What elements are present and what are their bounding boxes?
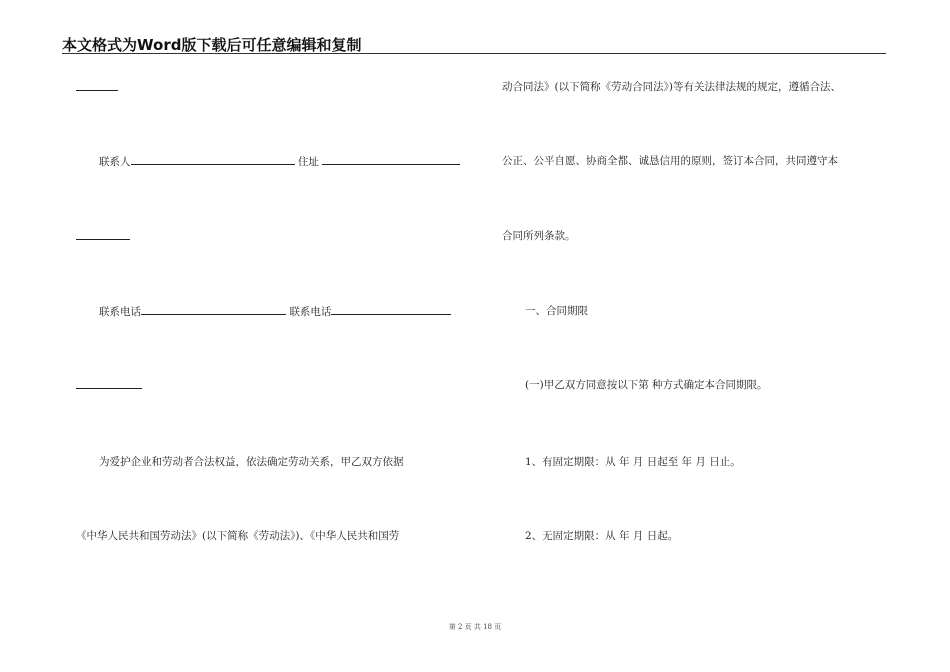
blank-line-1 bbox=[76, 80, 118, 95]
phone-row bbox=[99, 304, 451, 319]
blank-line-3 bbox=[76, 378, 142, 393]
phone-label-1: 联系电话 bbox=[99, 306, 141, 318]
page-number-footer: 第 2 页 共 18 页 bbox=[448, 623, 502, 631]
contact-person-field bbox=[131, 154, 295, 165]
clause-fixed-term: 1、有固定期限：从 年 月 日起至 年 月 日止。 bbox=[525, 456, 741, 468]
header-divider bbox=[62, 53, 886, 54]
phone-field-2 bbox=[331, 304, 451, 315]
blank-line-2 bbox=[76, 229, 130, 244]
phone-field-1 bbox=[141, 304, 286, 315]
document-header-title: 本文格式为Word版下载后可任意编辑和复制 bbox=[62, 36, 362, 54]
right-line-3: 合同所列条款。 bbox=[502, 230, 576, 242]
contact-person-row bbox=[99, 154, 460, 169]
paragraph-line-2: 《中华人民共和国劳动法》(以下简称《劳动法》)、《中华人民共和国劳 bbox=[76, 530, 400, 542]
paragraph-line-1: 为爱护企业和劳动者合法权益，依法确定劳动关系，甲乙双方依据 bbox=[99, 456, 404, 468]
address-label: 住址 bbox=[297, 156, 319, 168]
clause-term-method: (一)甲乙双方同意按以下第 种方式确定本合同期限。 bbox=[525, 379, 768, 391]
address-field bbox=[322, 154, 460, 165]
phone-label-2: 联系电话 bbox=[289, 306, 332, 318]
right-line-2: 公正、公平自愿、协商全都、诚恳信用的原则，签订本合同，共同遵守本 bbox=[502, 155, 838, 167]
right-line-1: 动合同法》(以下简称《劳动合同法》)等有关法律法规的规定，遵循合法、 bbox=[502, 81, 841, 93]
contact-person-label: 联系人 bbox=[99, 156, 131, 168]
clause-open-term: 2、无固定期限：从 年 月 日起。 bbox=[525, 530, 679, 542]
section-heading-contract-term: 一、合同期限 bbox=[525, 305, 588, 317]
